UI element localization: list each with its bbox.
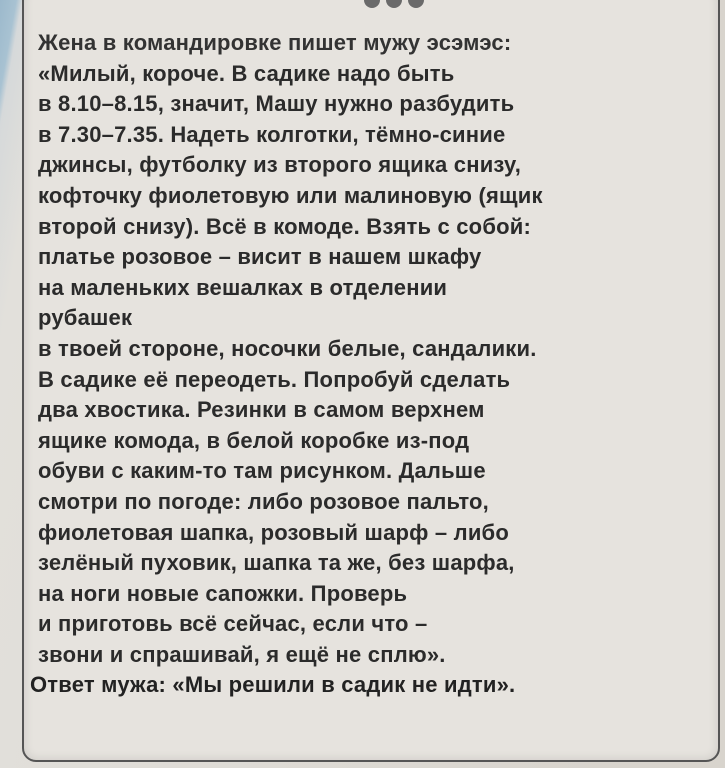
text-line: обуви с каким-то там рисунком. Дальше xyxy=(38,458,486,484)
text-line: звони и спрашивай, я ещё не сплю». xyxy=(38,641,446,667)
text-line: «Милый, короче. В садике надо быть xyxy=(38,60,455,86)
text-line: фиолетовая шапка, розовый шарф – либо xyxy=(38,519,509,545)
text-line: ящике комода, в белой коробке из-под xyxy=(38,427,470,453)
text-line: смотри по погоде: либо розовое пальто, xyxy=(38,488,489,514)
text-line: в 7.30–7.35. Надеть колготки, тёмно-синие xyxy=(38,121,506,147)
text-line: и приготовь всё сейчас, если что – xyxy=(38,611,428,637)
text-line: на маленьких вешалках в отделении xyxy=(38,274,448,300)
text-line: джинсы, футболку из второго ящика снизу, xyxy=(38,152,522,178)
text-line: на ноги новые сапожки. Проверь xyxy=(38,580,408,606)
dot-icon xyxy=(408,0,424,8)
text-line: в твоей стороне, носочки белые, сандалики. xyxy=(38,335,537,361)
text-line: В садике её переодеть. Попробуй сделать xyxy=(38,366,511,392)
dot-icon xyxy=(386,0,402,8)
text-line: платье розовое – висит в нашем шкафу xyxy=(38,244,482,270)
dot-icon xyxy=(364,0,380,8)
text-line: два хвостика. Резинки в самом верхнем xyxy=(38,397,485,423)
decorative-dots xyxy=(364,0,444,10)
joke-text xyxy=(30,28,714,701)
text-line: второй снизу). Всё в комоде. Взять с собой: xyxy=(38,213,531,239)
text-line: рубашек xyxy=(38,305,133,331)
husband-answer: Ответ мужа: «Мы решили в садик не идти». xyxy=(30,672,516,698)
text-line: кофточку фиолетовую или малиновую (ящик xyxy=(38,182,543,208)
text-line: Жена в командировке пишет мужу эсэмэс: xyxy=(38,30,512,55)
text-line: в 8.10–8.15, значит, Машу нужно разбудить xyxy=(38,91,515,117)
text-line: зелёный пуховик, шапка та же, без шарфа, xyxy=(38,550,515,576)
